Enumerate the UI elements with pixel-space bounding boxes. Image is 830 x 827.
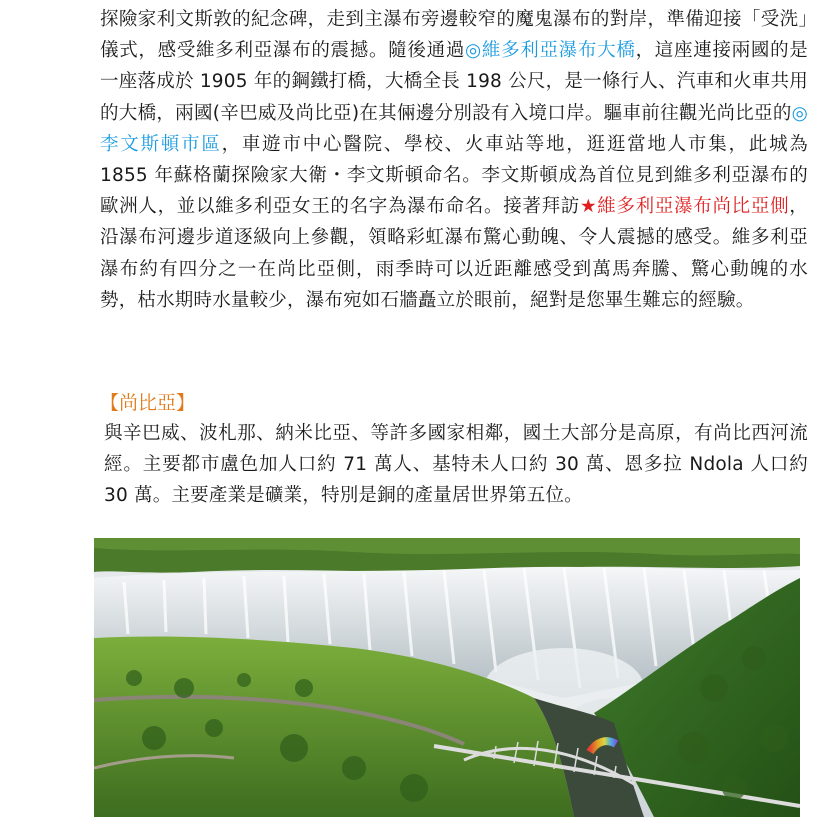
highlight-victoria-falls-bridge: ◎維多利亞瀑布大橋: [465, 40, 636, 62]
highlight-livingstone-city: ◎李文斯頓市區: [100, 102, 808, 155]
intro-text-1: 探險家利文斯敦的紀念碑，走到主瀑布旁邊較窄的魔鬼瀑布的對岸，準備迎接「受洗」儀式，感受維多利亞瀑布的震撼。隨後通過: [100, 9, 808, 62]
intro-text-2: ，這座連接兩國的是一座落成於 1905 年的鋼鐵打橋，大橋全長 198 公尺，是一條行人、汽車和火車共用的大橋，兩國(辛巴威及尚比亞)在其倆邊分別設有入境口岸。驅車前往觀光尚比亞的: [100, 40, 808, 124]
intro-text-3: ，車遊市中心醫院、學校、火車站等地，逛逛當地人市集，此城為 1855 年蘇格蘭探險家大衛・李文斯頓命名。李文斯頓成為首位見到維多利亞瀑布的歐洲人，並以維多利亞女王的名字為瀑布命名。接著拜訪: [100, 133, 808, 218]
intro-paragraph: [100, 4, 808, 316]
intro-text-4: ，沿瀑布河邊步道逐級向上參觀，領略彩虹瀑布驚心動魄、令人震撼的感受。維多利亞瀑布約有四分之一在尚比亞側，雨季時可以近距離感受到萬馬奔騰、驚心動魄的水勢，枯水期時水量較少，瀑布宛如石牆矗立於眼前，絕對是您畢生難忘的經驗。: [100, 196, 808, 311]
victoria-falls-photo: [94, 538, 800, 817]
section-title-zambia: 【尚比亞】: [100, 392, 196, 414]
highlight-victoria-falls-zambia-side: ★維多利亞瀑布尚比亞側: [580, 196, 790, 218]
zambia-paragraph: 與辛巴威、波札那、納米比亞、等許多國家相鄰，國土大部分是高原，有尚比西河流經。主要都市盧色加人口約 71 萬人、基特未人口約 30 萬、恩多拉 Ndola 人口約 30 萬。主要產業是礦業，特別是銅的產量居世界第五位。: [104, 423, 808, 507]
